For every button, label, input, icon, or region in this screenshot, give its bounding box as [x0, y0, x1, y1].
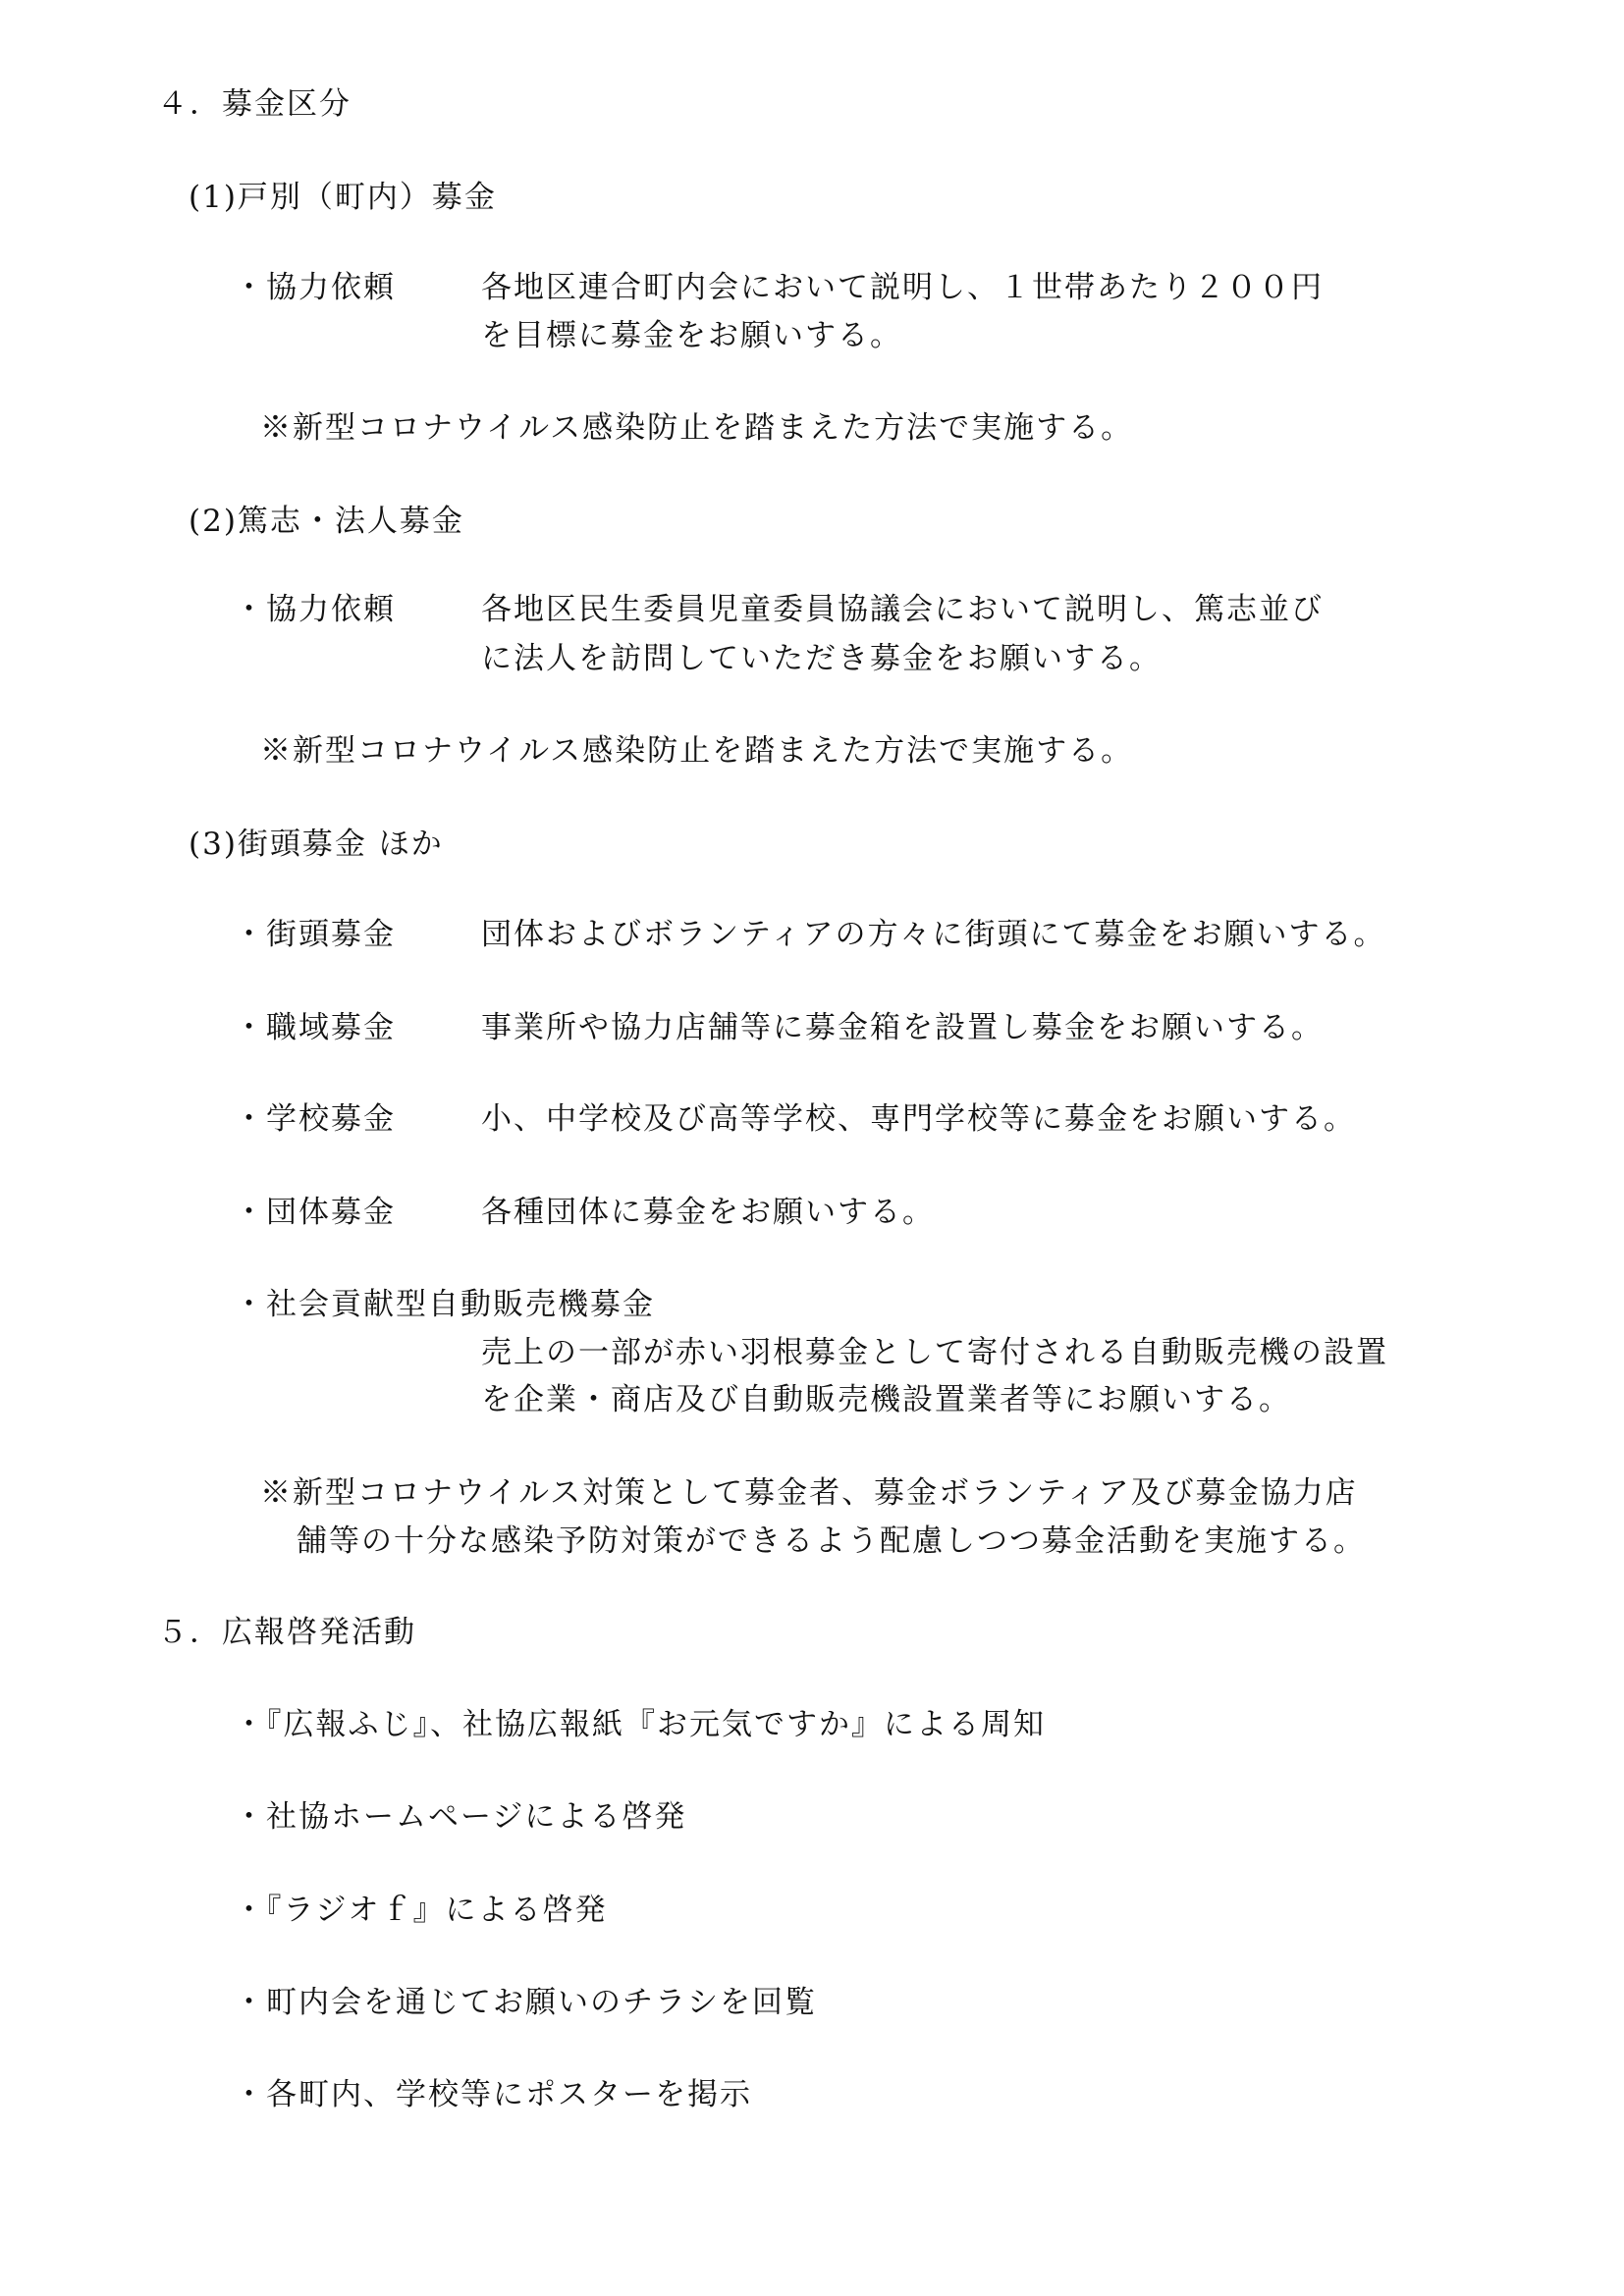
sub3-item-text: 事業所や協力店舗等に募金箱を設置し募金をお願いする。: [481, 1010, 1324, 1045]
pr-item: ・社協ホームページによる啓発: [234, 1799, 687, 1835]
sub1-note: ※新型コロナウイルス感染防止を踏まえた方法で実施する。: [260, 410, 1134, 446]
subsection-1-title: (1)戸別（町内）募金: [189, 180, 497, 215]
sub3-note-line1: ※新型コロナウイルス対策として募金者、募金ボランティア及び募金協力店: [260, 1475, 1358, 1511]
pr-item: ・『ラジオｆ』による啓発: [234, 1893, 608, 1928]
section-5-heading: ５．広報啓発活動: [157, 1615, 416, 1650]
sub3-item-text: 各種団体に募金をお願いする。: [481, 1195, 935, 1230]
subsection-3-title: (3)街頭募金 ほか: [189, 827, 444, 862]
pr-item: ・『広報ふじ』、社協広報紙『お元気ですか』による周知: [234, 1707, 1046, 1742]
vending-label: ・社会貢献型自動販売機募金: [234, 1287, 655, 1322]
sub3-item-text: 団体およびボランティアの方々に街頭にて募金をお願いする。: [481, 917, 1386, 952]
sub3-item-text: 小、中学校及び高等学校、専門学校等に募金をお願いする。: [481, 1101, 1356, 1137]
vending-line1: 売上の一部が赤い羽根募金として寄付される自動販売機の設置: [481, 1335, 1388, 1370]
sub2-item-line1: 各地区民生委員児童委員協議会において説明し、篤志並び: [481, 592, 1324, 627]
sub2-item-label: ・協力依頼: [234, 592, 396, 627]
sub2-item-line2: に法人を訪問していただき募金をお願いする。: [481, 641, 1162, 676]
sub3-item-label: ・職域募金: [234, 1010, 396, 1045]
sub3-item-label: ・街頭募金: [234, 917, 396, 952]
pr-item: ・町内会を通じてお願いのチラシを回覧: [234, 1985, 817, 2020]
subsection-2-title: (2)篤志・法人募金: [189, 504, 464, 539]
sub2-note: ※新型コロナウイルス感染防止を踏まえた方法で実施する。: [260, 733, 1134, 769]
sub3-item-label: ・学校募金: [234, 1101, 396, 1137]
sub1-item-line2: を目標に募金をお願いする。: [481, 318, 902, 353]
sub1-item-line1: 各地区連合町内会において説明し、１世帯あたり２００円: [481, 270, 1324, 305]
vending-line2: を企業・商店及び自動販売機設置業者等にお願いする。: [481, 1382, 1291, 1417]
pr-item: ・各町内、学校等にポスターを掲示: [234, 2077, 752, 2112]
sub3-item-label: ・団体募金: [234, 1195, 396, 1230]
sub3-note-line2: 舗等の十分な感染予防対策ができるよう配慮しつつ募金活動を実施する。: [297, 1523, 1366, 1559]
section-4-heading: ４．募金区分: [157, 86, 352, 122]
sub1-item-label: ・協力依頼: [234, 270, 396, 305]
